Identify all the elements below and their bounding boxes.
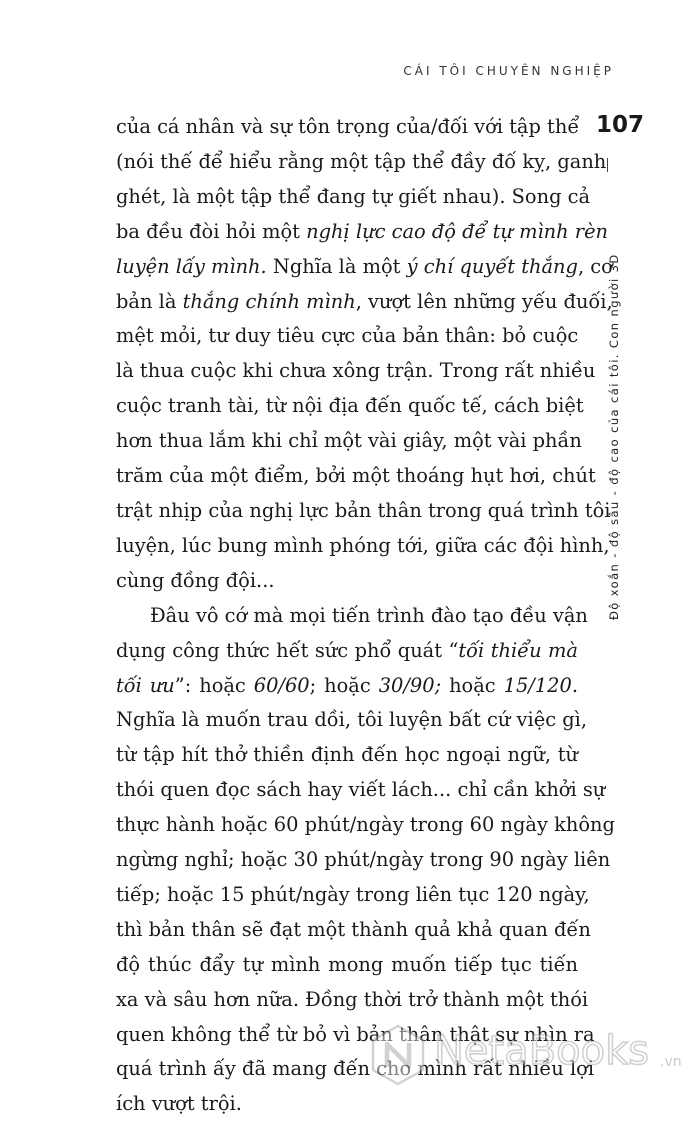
text-segment: ghét, là một tập thể đang tự giết nhau). Song cả [116, 184, 591, 208]
running-header: CÁI TÔI CHUYÊN NGHIỆP [403, 64, 614, 78]
text-segment: Nghĩa là muốn trau dồi, tôi luyện bất cứ việc gì, [116, 708, 587, 732]
italic-segment: tối thiểu mà [458, 638, 578, 662]
text-segment: Nghĩa là một [266, 254, 407, 278]
text-segment: hoặc [441, 673, 504, 697]
text-segment: quen không thể từ bỏ vì bản thân thật sự nhìn ra [116, 1022, 595, 1046]
text-segment: thì bản thân sẽ đạt một thành quả khả quan đến [116, 917, 591, 941]
side-divider [607, 158, 608, 172]
text-line [116, 389, 584, 424]
italic-segment: luyện lấy mình. [116, 254, 267, 278]
text-line [116, 285, 613, 320]
netabooks-logo-icon [370, 1024, 426, 1086]
text-line [116, 319, 578, 354]
text-segment: cùng đồng đội... [116, 568, 275, 592]
text-line [116, 808, 615, 843]
text-line [116, 599, 588, 634]
text-line [116, 145, 607, 180]
text-segment: tiếp; hoặc 15 phút/ngày trong liên tục 120 ngày, [116, 882, 590, 906]
watermark-brand: NetaBooks [434, 1028, 650, 1074]
text-line [116, 459, 596, 494]
text-line [116, 250, 613, 285]
text-segment: của cá nhân và sự tôn trọng của/đối với tập thể [116, 115, 580, 138]
text-line [116, 913, 591, 948]
text-line [116, 180, 591, 215]
text-segment: thực hành hoặc 60 phút/ngày trong 60 ngày không [116, 813, 615, 837]
text-segment: mệt mỏi, tư duy tiêu cực của bản thân: bỏ cuộc [116, 324, 579, 348]
text-segment: (nói thế để hiểu rằng một tập thể đầy đố kỵ, ganh [116, 149, 607, 173]
text-segment: xa và sâu hơn nữa. Đồng thời trở thành một thói [116, 987, 589, 1011]
text-segment: luyện, lúc bung mình phóng tới, giữa các đội hình, [116, 533, 610, 557]
text-line [116, 215, 609, 250]
text-line [116, 983, 589, 1018]
text-line [116, 354, 596, 389]
text-segment: ; hoặc [309, 673, 379, 697]
text-segment: thói quen đọc sách hay viết lách... chỉ cần khởi sự [116, 778, 606, 802]
italic-segment: tối ưu [116, 673, 175, 697]
text-line [116, 773, 606, 808]
text-line [116, 424, 582, 459]
text-line [116, 878, 590, 913]
text-segment: , vượt lên những yếu đuối, [355, 289, 613, 313]
text-line [116, 564, 578, 599]
text-line [116, 634, 578, 669]
text-line [116, 494, 611, 529]
text-segment: trật nhịp của nghị lực bản thân trong quá trình tôi [116, 498, 611, 522]
text-segment: hơn thua lắm khi chỉ một vài giây, một vài phần [116, 429, 582, 453]
text-segment: dụng công thức hết sức phổ quát “ [116, 638, 459, 662]
text-segment: Đâu vô cớ mà mọi tiến trình đào tạo đều vận [150, 603, 588, 627]
text-segment: cuộc tranh tài, từ nội địa đến quốc tế, cách biệt [116, 394, 584, 418]
text-line [116, 1087, 578, 1122]
text-segment: ”: hoặc [174, 673, 254, 697]
text-line [116, 843, 611, 878]
italic-segment: 15/120. [503, 673, 578, 697]
text-line [116, 669, 578, 704]
text-segment: ngừng nghỉ; hoặc 30 phút/ngày trong 90 ngày liên [116, 848, 611, 872]
watermark [370, 1024, 688, 1088]
text-line [116, 948, 578, 983]
text-line [116, 110, 578, 145]
text-segment: trăm của một điểm, bởi một thoáng hụt hơi, chút [116, 464, 596, 488]
text-segment: bản là [116, 289, 183, 313]
text-segment: ích vượt trội. [116, 1092, 242, 1116]
italic-segment: ý chí quyết thắng [406, 254, 578, 278]
watermark-domain-suffix: .vn [660, 1054, 682, 1070]
text-segment: quá trình ấy đã mang đến cho mình rất nhiều lợi [116, 1057, 595, 1081]
text-segment: từ tập hít thở thiền định đến học ngoại ngữ, từ [116, 743, 578, 767]
text-line [116, 703, 587, 738]
italic-segment: nghị lực cao độ để tự mình rèn [306, 219, 609, 243]
text-segment: , cơ [577, 254, 613, 278]
text-segment: là thua cuộc khi chưa xông trận. Trong rất nhiều [116, 359, 596, 383]
italic-segment: thắng chính mình [182, 289, 356, 313]
text-segment: ba đều đòi hỏi một [116, 219, 307, 243]
text-segment: độ thúc đẩy tự mình mong muốn tiếp tục tiến [116, 952, 578, 976]
italic-segment: 60/60 [253, 673, 310, 697]
text-line [116, 529, 610, 564]
text-line [116, 738, 578, 773]
page-number: 107 [596, 112, 645, 138]
italic-segment: 30/90; [378, 673, 442, 697]
side-caption: Độ xoắn - độ sâu - độ cao của cái tôi. Con người 3D [607, 253, 621, 620]
